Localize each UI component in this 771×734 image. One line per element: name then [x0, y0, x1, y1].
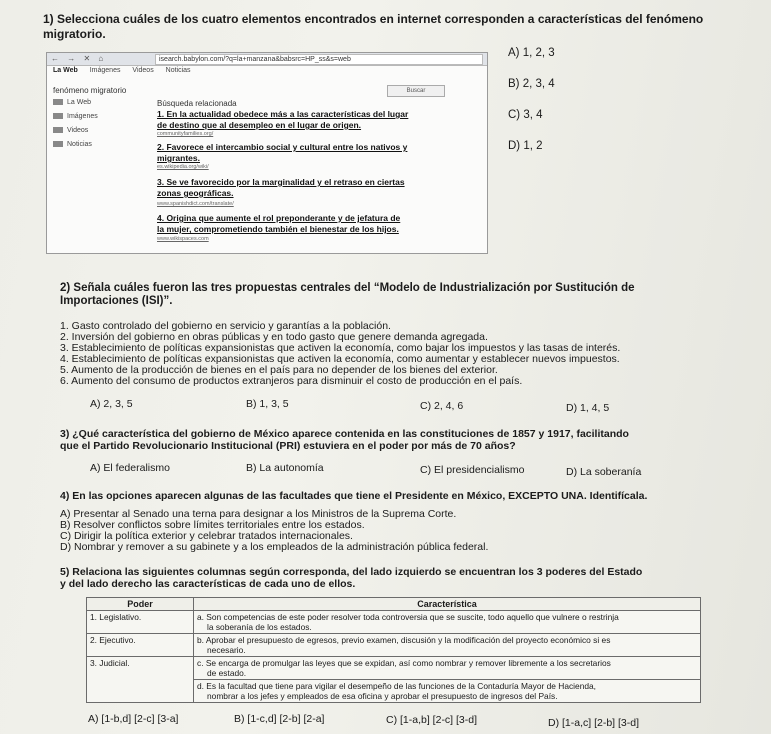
sidebar-item-web: La Web	[53, 99, 91, 106]
browser-address-bar	[47, 53, 487, 66]
q3-option-b[interactable]: B) La autonomía	[246, 462, 324, 474]
q5-option-b[interactable]: B) [1-c,d] [2-b] [2-a]	[234, 713, 325, 725]
q1-option-b[interactable]: B) 2, 3, 4	[508, 78, 555, 90]
tab-news: Noticias	[165, 67, 191, 74]
power-legislative: 1. Legislativo.	[87, 611, 194, 634]
characteristic-b: b. Aprobar el presupuesto de egresos, previo examen, discusión y la modificación del proyecto económico si es necesario.	[194, 634, 701, 657]
power-executive: 2. Ejecutivo.	[87, 634, 194, 657]
q2-item-5: 5. Aumento de la producción de bienes en el país para no depender de los bienes del exterior.	[60, 364, 498, 376]
q1-prompt-cont: migratorio.	[43, 27, 106, 41]
result-2-line2: migrantes.	[157, 153, 200, 163]
q2-option-b[interactable]: B) 1, 3, 5	[246, 398, 289, 410]
sidebar-item-news: Noticias	[53, 141, 92, 148]
q2-item-4: 4. Establecimiento de políticas expansionistas que activen la economía, como aumentar y establecer nuevos impuestos.	[60, 353, 620, 365]
q3-option-c[interactable]: C) El presidencialismo	[420, 464, 525, 476]
power-judicial: 3. Judicial.	[87, 657, 194, 703]
q2-prompt-cont: Importaciones (ISI)”.	[60, 295, 173, 307]
sidebar-item-videos: Videos	[53, 127, 88, 134]
result-1-source: communityfamilies.org/	[157, 131, 214, 137]
q4-prompt: 4) En las opciones aparecen algunas de las facultades que tiene el Presidente en México, EXCEPTO UNA. Identifícala.	[60, 490, 648, 502]
result-2-line1: 2. Favorece el intercambio social y cultural entre los nativos y	[157, 142, 408, 152]
q4-option-c[interactable]: C) Dirigir la política exterior y celebrar tratados internacionales.	[60, 530, 353, 542]
result-1-line1: 1. En la actualidad obedece más a las características del lugar	[157, 109, 409, 119]
q5-option-d[interactable]: D) [1-a,c] [2-b] [3-d]	[548, 717, 640, 729]
tab-images: Imágenes	[89, 67, 121, 74]
q3-option-a[interactable]: A) El federalismo	[90, 462, 170, 474]
characteristic-a: a. Son competencias de este poder resolver toda controversia que se suscite, todo aquello que vulnere o restrinja la soberanía de los estados.	[194, 611, 701, 634]
q4-option-d[interactable]: D) Nombrar y remover a su gabinete y a los empleados de la administración pública federal.	[60, 541, 489, 553]
result-1-line2: de destino que al desempleo en el lugar de origen.	[157, 120, 362, 130]
characteristic-d: d. Es la facultad que tiene para vigilar el desempeño de las funciones de la Contaduría Mayor de Hacienda, nombrar a los jefes y empleados de esa oficina y aprobar el presupuesto de ingresos del País.	[194, 680, 701, 703]
q5-option-c[interactable]: C) [1-a,b] [2-c] [3-d]	[386, 714, 478, 726]
images-icon	[53, 113, 63, 119]
result-3-line2: zonas geográficas.	[157, 188, 234, 198]
q1-option-d[interactable]: D) 1, 2	[508, 140, 543, 152]
characteristic-c: c. Se encarga de promulgar las leyes que se expidan, así como nombrar y remover libremente a los secretarios de estado.	[194, 657, 701, 680]
q2-option-d[interactable]: D) 1, 4, 5	[566, 402, 610, 414]
result-3-source: www.spanishdict.com/translate/	[157, 201, 234, 207]
powers-matching-table	[86, 597, 701, 703]
tab-web: La Web	[53, 67, 78, 74]
q2-option-c[interactable]: C) 2, 4, 6	[420, 400, 464, 412]
q1-option-a[interactable]: A) 1, 2, 3	[508, 47, 555, 59]
q5-option-a[interactable]: A) [1-b,d] [2-c] [3-a]	[88, 713, 179, 725]
tab-videos: Videos	[132, 67, 154, 74]
q2-item-3: 3. Establecimiento de políticas expansionistas que activen la economía, como bajar los impuestos y las tasas de interés.	[60, 342, 621, 354]
q2-item-1: 1. Gasto controlado del gobierno en servicio y garantías a la población.	[60, 320, 391, 332]
sidebar-item-images: Imágenes	[53, 113, 98, 120]
search-button: Buscar	[387, 85, 445, 97]
header-characteristic: Característica	[194, 598, 701, 611]
browser-url: isearch.babylon.com/?q=la+manzana&babsrc=HP_ss&s=web	[155, 54, 483, 65]
q2-option-a[interactable]: A) 2, 3, 5	[90, 398, 133, 410]
q4-option-a[interactable]: A) Presentar al Senado una terna para designar a los Ministros de la Suprema Corte.	[60, 508, 457, 520]
header-power: Poder	[87, 598, 194, 611]
q3-prompt-cont: que el Partido Revolucionario Institucional (PRI) estuviera en el poder por más de 70 años?	[60, 440, 516, 452]
related-search-heading: Búsqueda relacionada	[157, 99, 237, 108]
q5-prompt: 5) Relaciona las siguientes columnas según corresponda, del lado izquierdo se encuentran los 3 poderes del Estado	[60, 566, 643, 578]
q1-option-c[interactable]: C) 3, 4	[508, 109, 543, 121]
q5-prompt-cont: y del lado derecho las características de cada uno de ellos.	[60, 578, 356, 590]
q2-item-6: 6. Aumento del consumo de productos extranjeros para disminuir el costo de producción en el país.	[60, 375, 523, 387]
result-4-source: www.wikispaces.com	[157, 236, 209, 242]
q1-prompt: 1) Selecciona cuáles de los cuatro elementos encontrados en internet corresponden a características del fenómeno	[43, 12, 704, 26]
search-tabs	[53, 67, 201, 74]
videos-icon	[53, 127, 63, 133]
result-4-line2: la mujer, comprometiendo también el bienestar de los hijos.	[157, 224, 399, 234]
q2-item-2: 2. Inversión del gobierno en obras públicas y en todo gasto que genere demanda agregada.	[60, 331, 488, 343]
q3-prompt: 3) ¿Qué característica del gobierno de México aparece contenida en las constituciones de 1857 y 1917, facilitando	[60, 428, 629, 440]
q2-prompt: 2) Señala cuáles fueron las tres propuestas centrales del “Modelo de Industrialización por Sustitución de	[60, 282, 635, 294]
search-query: fenómeno migratorio	[53, 86, 127, 95]
news-icon	[53, 141, 63, 147]
result-4-line1: 4. Origina que aumente el rol preponderante y de jefatura de	[157, 213, 401, 223]
web-icon	[53, 99, 63, 105]
q4-option-b[interactable]: B) Resolver conflictos sobre límites territoriales entre los estados.	[60, 519, 365, 531]
q3-option-d[interactable]: D) La soberanía	[566, 466, 642, 478]
search-results-screenshot	[46, 52, 488, 254]
browser-nav-icons: ← → ✕ ⌂	[51, 54, 107, 63]
result-3-line1: 3. Se ve favorecido por la marginalidad y el retraso en ciertas	[157, 177, 405, 187]
result-2-source: es.wikipedia.org/wiki/	[157, 164, 209, 170]
